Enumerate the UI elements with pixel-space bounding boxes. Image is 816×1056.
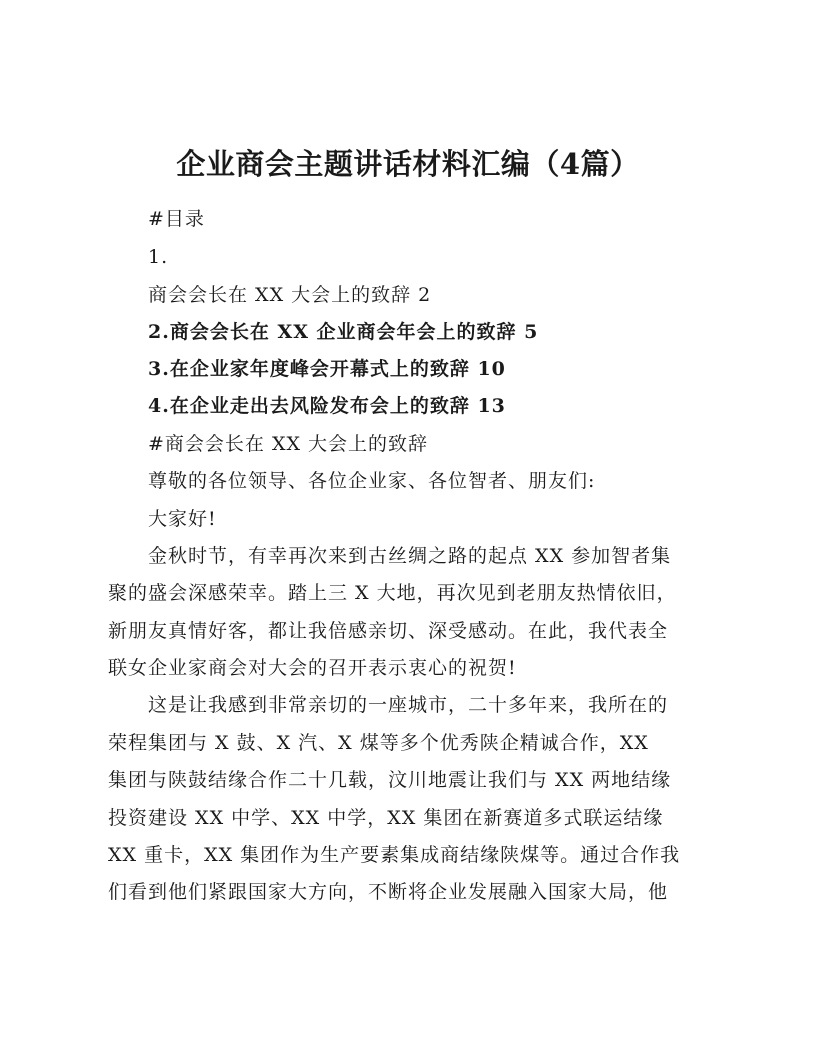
paragraph-line: 集团与陕鼓结缘合作二十几载，汶川地震让我们与 XX 两地结缘 <box>108 769 672 791</box>
salutation: 尊敬的各位领导、各位企业家、各位智者、朋友们: <box>148 470 596 492</box>
paragraph-line: 金秋时节，有幸再次来到古丝绸之路的起点 XX 参加智者集 <box>148 545 672 567</box>
greeting: 大家好! <box>148 508 217 530</box>
paragraph-line: 们看到他们紧跟国家大方向，不断将企业发展融入国家大局，他 <box>108 881 669 903</box>
toc-item: 2.商会会长在 XX 企业商会年会上的致辞 5 <box>148 321 539 343</box>
section-heading: #商会会长在 XX 大会上的致辞 <box>148 433 429 455</box>
toc-item: 3.在企业家年度峰会开幕式上的致辞 10 <box>148 358 506 380</box>
paragraph-line: 荣程集团与 X 鼓、X 汽、X 煤等多个优秀陕企精诚合作，XX <box>108 732 649 754</box>
toc-heading: #目录 <box>148 208 205 230</box>
paragraph-line: XX 重卡，XX 集团作为生产要素集成商结缘陕煤等。通过合作我 <box>108 844 681 866</box>
document-title: 企业商会主题讲话材料汇编（4篇） <box>176 147 640 181</box>
toc-item: 商会会长在 XX 大会上的致辞 2 <box>148 284 432 306</box>
toc-item: 1. <box>148 246 169 268</box>
paragraph-line: 投资建设 XX 中学、XX 中学，XX 集团在新赛道多式联运结缘 <box>108 807 664 829</box>
paragraph-line: 这是让我感到非常亲切的一座城市，二十多年来，我所在的 <box>148 694 669 716</box>
toc-item: 4.在企业走出去风险发布会上的致辞 13 <box>148 395 506 417</box>
paragraph-line: 聚的盛会深感荣幸。踏上三 X 大地，再次见到老朋友热情依旧， <box>108 582 677 604</box>
paragraph-line: 新朋友真情好客，都让我倍感亲切、深受感动。在此，我代表全 <box>108 620 669 642</box>
paragraph-line: 联女企业家商会对大会的召开表示衷心的祝贺! <box>108 657 517 679</box>
